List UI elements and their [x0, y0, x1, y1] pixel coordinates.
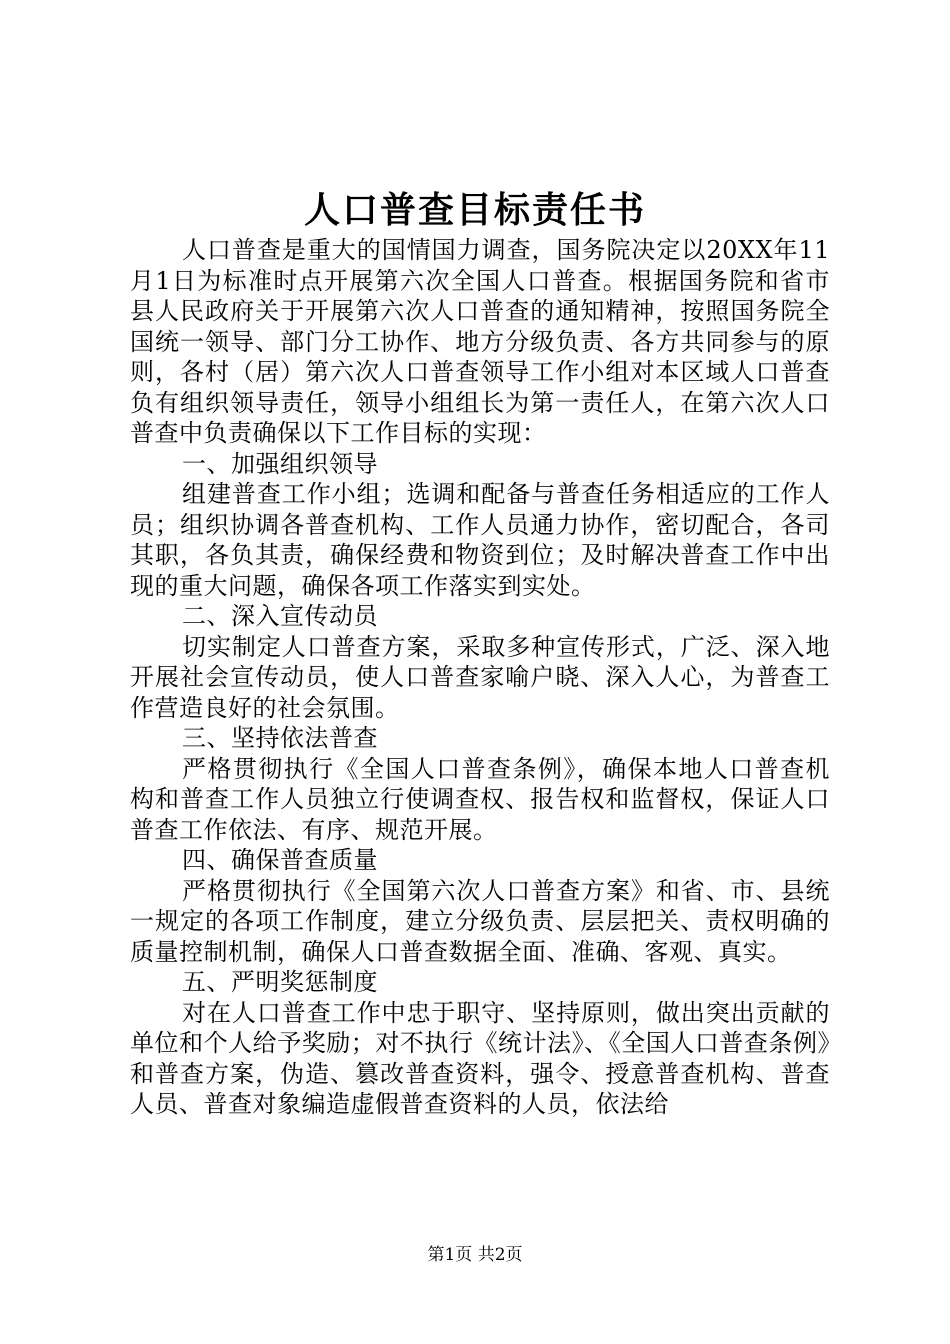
section-text-1: 组建普查工作小组；选调和配备与普查任务相适应的工作人员；组织协调各普查机构、工作人员通力协作，密切配合，各司其职，各负其责，确保经费和物资到位；及时解决普查工作中出现的重大问题，确保各项工作落实到实处。: [130, 480, 830, 600]
section-text-4: 严格贯彻执行《全国第六次人口普查方案》和省、市、县统一规定的各项工作制度，建立分级负责、层层把关、责权明确的质量控制机制，确保人口普查数据全面、准确、客观、真实。: [130, 876, 830, 966]
section-heading-3: 三、坚持依法普查: [182, 724, 378, 752]
document-body: [130, 235, 830, 1120]
document-title: 人口普查目标责任书: [303, 189, 646, 231]
section-heading-2: 二、深入宣传动员: [182, 602, 378, 630]
intro-paragraph: 人口普查是重大的国情国力调查，国务院决定以20XX年11月1日为标准时点开展第六次全国人口普查。根据国务院和省市县人民政府关于开展第六次人口普查的通知精神，按照国务院全国统一领导、部门分工协作、地方分级负责、各方共同参与的原则，各村（居）第六次人口普查领导工作小组对本区域人口普查负有组织领导责任，领导小组组长为第一责任人，在第六次人口普查中负责确保以下工作目标的实现：: [130, 236, 830, 447]
section-heading-1: 一、加强组织领导: [182, 449, 378, 478]
page-footer: 第1页 共2页: [427, 1245, 523, 1265]
section-heading-4: 四、确保普查质量: [182, 846, 378, 874]
section-text-3: 严格贯彻执行《全国人口普查条例》，确保本地人口普查机构和普查工作人员独立行使调查权、报告权和监督权，保证人口普查工作依法、有序、规范开展。: [130, 754, 830, 844]
section-text-2: 切实制定人口普查方案，采取多种宣传形式，广泛、深入地开展社会宣传动员，使人口普查家喻户晓、深入人心，为普查工作营造良好的社会氛围。: [130, 632, 830, 722]
section-heading-5: 五、严明奖惩制度: [182, 968, 378, 996]
section-text-5: 对在人口普查工作中忠于职守、坚持原则，做出突出贡献的单位和个人给予奖励；对不执行《统计法》、《全国人口普查条例》和普查方案，伪造、篡改普查资料，强令、授意普查机构、普查人员、普查对象编造虚假普查资料的人员，依法给: [130, 998, 830, 1118]
